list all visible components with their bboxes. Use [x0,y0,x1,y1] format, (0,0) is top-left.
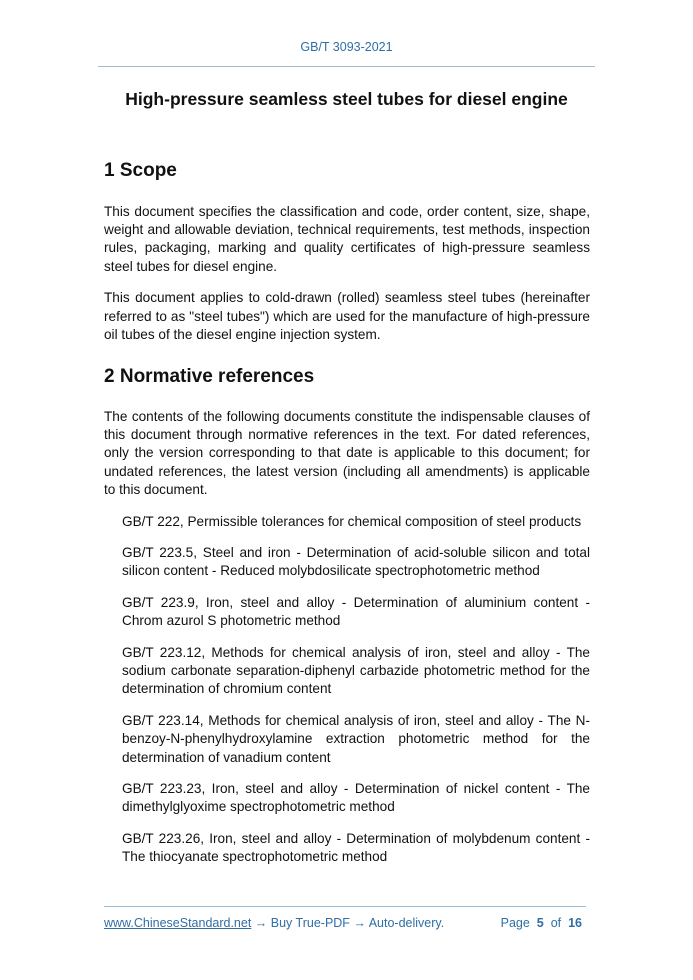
page-total: 16 [568,916,582,930]
section-normative-references [104,366,590,880]
section-scope [104,160,590,357]
header-divider [98,66,595,67]
section-heading: 1 Scope [104,160,177,181]
section-heading: 2 Normative references [104,366,315,387]
paragraph: This document applies to cold-drawn (rolled) seamless steel tubes (hereinafter referred to as "steel tubes") which are used for the manufacture of high-pressure oil tubes of the diesel engine injection system. [104,290,590,342]
reference-item: GB/T 222, Permissible tolerances for chemical composition of steel products [122,513,582,529]
page-indicator [501,916,586,930]
reference-item: GB/T 223.12, Methods for chemical analysis of iron, steel and alloy - The sodium carbonate separation-diphenyl carbazide photometric method for the determination of chromium content [122,645,590,697]
of-label: of [550,916,562,930]
reference-item: GB/T 223.26, Iron, steel and alloy - Determination of molybdenum content - The thiocyanate spectrophotometric method [122,831,590,865]
reference-item: GB/T 223.5, Steel and iron - Determination of acid-soluble silicon and total silicon content - Reduced molybdosilicate spectrophotometric method [122,545,590,579]
page-number: 5 [536,916,544,930]
document-code-header: GB/T 3093-2021 [300,40,393,54]
footer-promo [104,916,444,930]
footer [104,916,586,930]
paragraph: This document specifies the classification and code, order content, size, shape, weight and allowable deviation, technical requirements, test methods, inspection rules, packaging, marking and quality certificates of high-pressure seamless steel tubes for diesel engine. [104,204,590,274]
reference-item: GB/T 223.9, Iron, steel and alloy - Determination of aluminium content - Chrom azurol S photometric method [122,595,590,629]
paragraph: The contents of the following documents constitute the indispensable clauses of this document through normative references in the text. For dated references, only the version corresponding to that date is applicable to this document; for undated references, the latest version (including all amendments) is applicable to this document. [104,409,590,497]
footer-tagline: → Buy True-PDF → Auto-delivery. [251,916,445,930]
website-link[interactable]: www.ChineseStandard.net [104,916,252,930]
footer-divider [104,906,586,907]
reference-item: GB/T 223.14, Methods for chemical analysis of iron, steel and alloy - The N-benzoy-N-phenylhydroxylamine extraction photometric method for the determination of vanadium content [122,713,590,765]
page-label: Page [500,916,530,930]
document-title: High-pressure seamless steel tubes for diesel engine [125,89,568,109]
reference-item: GB/T 223.23, Iron, steel and alloy - Determination of nickel content - The dimethylglyoxime spectrophotometric method [122,781,590,815]
